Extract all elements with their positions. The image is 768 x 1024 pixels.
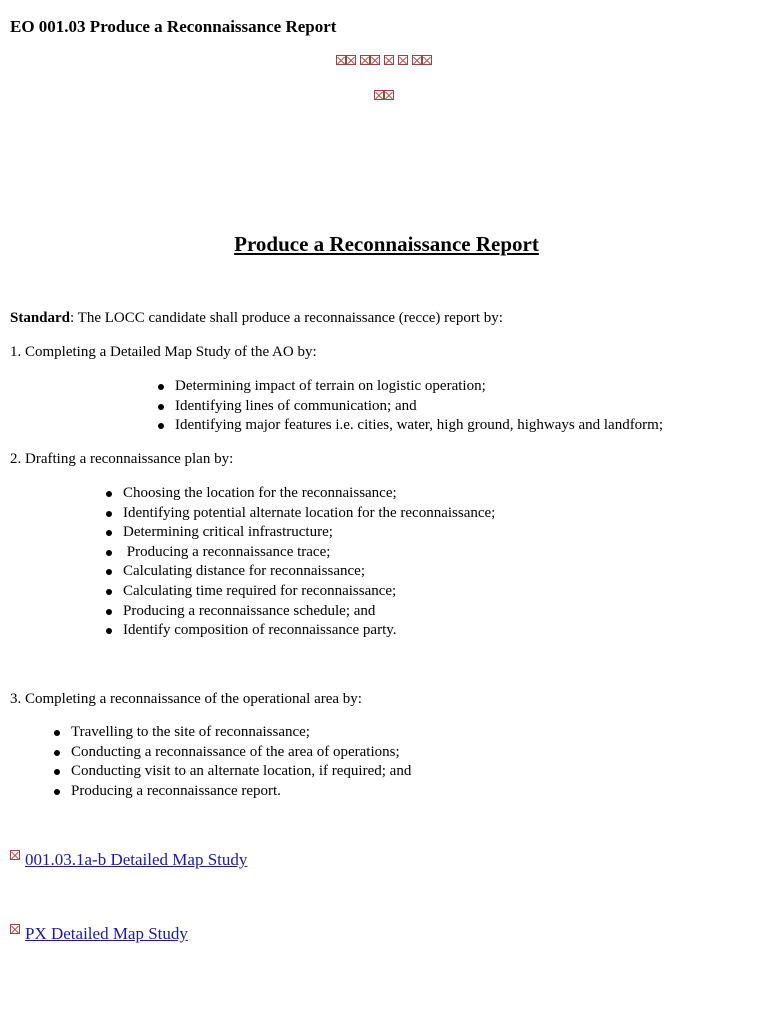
bullet-dot-icon bbox=[54, 769, 60, 775]
broken-image-icon bbox=[398, 55, 408, 65]
standard-text: : The LOCC candidate shall produce a reconnaissance (recce) report by: bbox=[70, 310, 503, 326]
bullet-dot-icon bbox=[158, 384, 164, 390]
section-2-intro: 2. Drafting a reconnaissance plan by: bbox=[10, 451, 234, 467]
page-heading: Produce a Reconnaissance Report bbox=[234, 232, 539, 256]
list-item: Identifying potential alternate location for the reconnaissance; bbox=[123, 504, 495, 524]
bullet-dot-icon bbox=[106, 530, 112, 536]
bullet-dot-icon bbox=[106, 589, 112, 595]
section-2-list bbox=[123, 484, 495, 641]
list-item: Calculating time required for reconnaissance; bbox=[123, 582, 495, 602]
bullet-dot-icon bbox=[106, 628, 112, 634]
section-3-list bbox=[71, 723, 411, 801]
list-item: Determining impact of terrain on logistic operation; bbox=[175, 377, 663, 397]
broken-image-icon bbox=[384, 90, 394, 100]
bullet-dot-icon bbox=[158, 423, 164, 429]
bullet-dot-icon bbox=[158, 404, 164, 410]
list-item: Conducting visit to an alternate location, if required; and bbox=[71, 762, 411, 782]
bullet-dot-icon bbox=[106, 550, 112, 556]
bullet-dot-icon bbox=[54, 750, 60, 756]
broken-image-icon bbox=[422, 55, 432, 65]
list-item: Travelling to the site of reconnaissance; bbox=[71, 723, 411, 743]
bullet-dot-icon bbox=[106, 511, 112, 517]
list-item: Identify composition of reconnaissance party. bbox=[123, 621, 495, 641]
list-item: Producing a reconnaissance schedule; and bbox=[123, 602, 495, 622]
list-item: Conducting a reconnaissance of the area of operations; bbox=[71, 743, 411, 763]
section-3-intro: 3. Completing a reconnaissance of the operational area by: bbox=[10, 691, 362, 707]
link-detailed-map-study[interactable]: 001.03.1a-b Detailed Map Study bbox=[25, 850, 248, 869]
section-1-intro: 1. Completing a Detailed Map Study of the AO by: bbox=[10, 344, 317, 360]
list-item: Identifying lines of communication; and bbox=[175, 397, 663, 417]
link-px-detailed-map-study[interactable]: PX Detailed Map Study bbox=[25, 924, 188, 943]
list-item: Calculating distance for reconnaissance; bbox=[123, 562, 495, 582]
broken-image-icon bbox=[370, 55, 380, 65]
document-title: EO 001.03 Produce a Reconnaissance Report bbox=[10, 17, 337, 36]
list-item: Determining critical infrastructure; bbox=[123, 523, 495, 543]
broken-image-icon bbox=[10, 924, 20, 934]
broken-image-icon bbox=[346, 55, 356, 65]
broken-image-row-1 bbox=[0, 55, 768, 67]
bullet-dot-icon bbox=[54, 730, 60, 736]
section-1-list bbox=[175, 377, 663, 436]
broken-image-icon bbox=[10, 850, 20, 860]
list-item: Producing a reconnaissance trace; bbox=[123, 543, 495, 563]
broken-image-icon bbox=[336, 55, 346, 65]
bullet-dot-icon bbox=[54, 789, 60, 795]
list-item: Producing a reconnaissance report. bbox=[71, 782, 411, 802]
list-item: Choosing the location for the reconnaissance; bbox=[123, 484, 495, 504]
broken-image-icon bbox=[384, 55, 394, 65]
standard-paragraph bbox=[10, 310, 503, 327]
broken-image-icon bbox=[412, 55, 422, 65]
bullet-dot-icon bbox=[106, 569, 112, 575]
bullet-dot-icon bbox=[106, 491, 112, 497]
list-item: Identifying major features i.e. cities, water, high ground, highways and landform; bbox=[175, 416, 663, 436]
standard-label: Standard bbox=[10, 310, 71, 326]
broken-image-icon bbox=[360, 55, 370, 65]
broken-image-icon bbox=[374, 90, 384, 100]
broken-image-row-2 bbox=[0, 90, 768, 102]
bullet-dot-icon bbox=[106, 609, 112, 615]
